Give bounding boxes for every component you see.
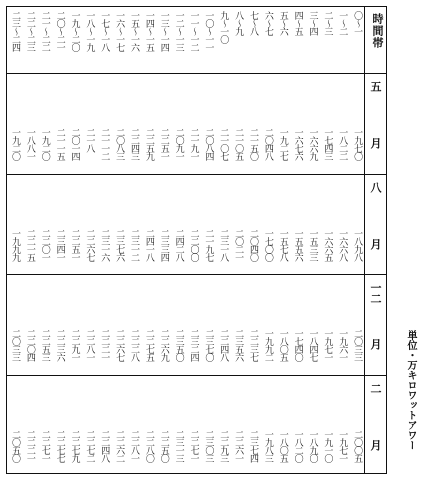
value-cell: 一九七一 xyxy=(337,429,348,462)
value-cell: 一六七六 xyxy=(292,128,303,161)
value-cell: 二〇八四 xyxy=(203,128,214,161)
value-cell: 一九七一 xyxy=(322,329,333,362)
value-cell: 二二〇〇 xyxy=(188,228,199,261)
value-cell: 二二〇四 xyxy=(24,329,35,362)
value-cell: 二三五〇 xyxy=(173,329,184,362)
hour-header: 八〜九 xyxy=(233,11,244,35)
value-cell: 二二三六 xyxy=(54,329,65,362)
hour-header: 一〇〜一一 xyxy=(203,11,214,51)
value-cell: 二二三七 xyxy=(247,329,258,362)
hour-header: 一四〜一五 xyxy=(143,11,154,51)
value-cell: 一七四三 xyxy=(322,128,333,161)
month-number: 五 xyxy=(369,81,382,92)
value-cell: 二一九七 xyxy=(203,228,214,261)
hour-header: 一二〜一三 xyxy=(173,11,184,51)
hour-header: 三〜四 xyxy=(307,11,318,35)
value-cell: 二三七四 xyxy=(247,429,258,462)
value-cell: 一八〇五 xyxy=(277,429,288,462)
value-cell: 一七四〇 xyxy=(292,329,303,362)
value-cell: 二二七五 xyxy=(143,329,154,362)
hour-header: 二〜三 xyxy=(322,11,333,35)
value-cell: 一九二〇 xyxy=(9,128,20,161)
time-band-label: 時間帯 xyxy=(371,13,384,49)
value-cell: 二二二一 xyxy=(24,429,35,462)
value-cell: 一五七八 xyxy=(277,228,288,261)
value-cell: 二二六九 xyxy=(158,329,169,362)
value-cell: 二三四一 xyxy=(54,228,65,261)
value-cell: 二二八〇 xyxy=(143,429,154,462)
value-cell: 一九九二 xyxy=(262,329,273,362)
value-cell: 二四二八 xyxy=(173,228,184,261)
month-unit: 月 xyxy=(370,338,382,352)
column-divider xyxy=(364,7,365,473)
value-cell: 二三二四 xyxy=(188,329,199,362)
value-cell: 二二六一 xyxy=(233,429,244,462)
month-unit: 月 xyxy=(370,438,382,452)
value-cell: 一九二〇 xyxy=(39,128,50,161)
value-cell: 一八二〇 xyxy=(292,429,303,462)
value-cell: 二四一八 xyxy=(143,228,154,261)
value-cell: 二二四八 xyxy=(99,429,110,462)
value-cell: 二三一六 xyxy=(99,228,110,261)
value-cell: 二二六二 xyxy=(114,429,125,462)
value-cell: 二二六七 xyxy=(84,228,95,261)
value-cell: 二〇三三 xyxy=(352,329,363,362)
hour-header: 二一〜二二 xyxy=(39,11,50,51)
row-divider xyxy=(7,274,386,275)
value-cell: 二一〇五 xyxy=(233,128,244,161)
value-cell: 一八四七 xyxy=(307,329,318,362)
value-cell: 二〇三三 xyxy=(9,329,20,362)
unit-note: 単位・万キロワットアワー xyxy=(405,330,416,450)
hour-header: 一三〜一四 xyxy=(158,11,169,51)
hour-header: 九〜一〇 xyxy=(218,11,229,43)
value-cell: 一九六一 xyxy=(337,329,348,362)
value-cell: 二三一二 xyxy=(128,228,139,261)
value-cell: 二二二一 xyxy=(99,329,110,362)
hour-header: 一一〜一二 xyxy=(188,11,199,51)
value-cell: 二二五一 xyxy=(69,228,80,261)
value-cell: 一七〇〇 xyxy=(262,228,273,261)
value-cell: 二一一二 xyxy=(99,128,110,161)
value-cell: 二二一五 xyxy=(24,228,35,261)
value-cell: 一八九〇 xyxy=(307,429,318,462)
value-cell: 二二八一 xyxy=(128,429,139,462)
value-cell: 二二五三 xyxy=(39,329,50,362)
value-cell: 一八八一 xyxy=(24,128,35,161)
hour-header: 五〜六 xyxy=(277,11,288,35)
value-cell: 二三〇三 xyxy=(203,429,214,462)
value-cell: 二二五一 xyxy=(158,128,169,161)
row-divider xyxy=(7,73,386,74)
value-cell: 二二〇一 xyxy=(39,228,50,261)
value-cell: 二二七九 xyxy=(69,429,80,462)
value-cell: 二三一三 xyxy=(173,429,184,462)
month-number: 八 xyxy=(369,181,382,193)
hour-header: 一八〜一九 xyxy=(84,11,95,51)
electricity-table xyxy=(6,6,387,474)
value-cell: 二〇九一 xyxy=(173,128,184,161)
hour-header: 二三〜二四 xyxy=(9,11,20,51)
hour-header: 二二〜二三 xyxy=(24,11,35,51)
value-cell: 一六六五 xyxy=(322,228,333,261)
value-cell: 二二四八 xyxy=(218,329,229,362)
value-cell: 一九八三 xyxy=(262,429,273,462)
value-cell: 二二七一 xyxy=(39,429,50,462)
row-divider xyxy=(7,174,386,175)
month-number: 一二 xyxy=(369,282,382,304)
value-cell: 二三三四 xyxy=(158,228,169,261)
value-cell: 二二五九 xyxy=(143,128,154,161)
value-cell: 二〇八三 xyxy=(114,128,125,161)
hour-header: 四〜五 xyxy=(292,11,303,35)
value-cell: 二三七六 xyxy=(114,228,125,261)
hour-header: 六〜七 xyxy=(262,11,273,35)
value-cell: 一八二二 xyxy=(337,128,348,161)
value-cell: 一九七〇 xyxy=(352,128,363,161)
value-cell: 二一〇七 xyxy=(218,128,229,161)
hour-header: 一七〜一八 xyxy=(99,11,110,51)
value-cell: 一六六八 xyxy=(337,228,348,261)
value-cell: 二一八 xyxy=(84,128,95,153)
month-number: 二 xyxy=(369,382,382,394)
value-cell: 一五五六 xyxy=(292,228,303,261)
hour-header: 一六〜一七 xyxy=(114,11,125,51)
value-cell: 二〇四〇 xyxy=(247,228,258,261)
value-cell: 一八〇五 xyxy=(277,329,288,362)
value-cell: 二三七〇 xyxy=(203,329,214,362)
month-unit: 月 xyxy=(370,137,382,151)
value-cell: 二一九一 xyxy=(188,128,199,161)
value-cell: 二三一八 xyxy=(218,228,229,261)
hour-header: 二〇〜二一 xyxy=(54,11,65,51)
value-cell: 一九二七 xyxy=(277,128,288,161)
value-cell: 一五三三 xyxy=(307,228,318,261)
value-cell: 二〇五〇 xyxy=(9,429,20,462)
hour-header: 一〜二 xyxy=(337,11,348,35)
hour-header: 七〜八 xyxy=(247,11,258,35)
value-cell: 二二九三 xyxy=(218,429,229,462)
value-cell: 二〇一四 xyxy=(69,128,80,161)
value-cell: 二二六七 xyxy=(114,329,125,362)
value-cell: 一六六九 xyxy=(307,128,318,161)
value-cell: 二二七一 xyxy=(188,429,199,462)
hour-header: 〇〜一 xyxy=(352,11,363,35)
value-cell: 二二八一 xyxy=(84,329,95,362)
value-cell: 一九九九 xyxy=(9,228,20,261)
value-cell: 二二二八 xyxy=(128,329,139,362)
value-cell: 二〇二一 xyxy=(233,228,244,261)
value-cell: 二二七二 xyxy=(84,429,95,462)
value-cell: 二一五〇 xyxy=(247,128,258,161)
value-cell: 一九一〇 xyxy=(322,429,333,462)
hour-header: 一五〜一六 xyxy=(128,11,139,51)
value-cell: 二〇四八 xyxy=(262,128,273,161)
row-divider xyxy=(7,375,386,376)
value-cell: 二二四三 xyxy=(128,128,139,161)
month-unit: 月 xyxy=(370,237,382,251)
value-cell: 一八九八 xyxy=(352,228,363,261)
value-cell: 二〇〇五 xyxy=(352,429,363,462)
value-cell: 二三五六 xyxy=(233,329,244,362)
value-cell: 二二九一 xyxy=(69,329,80,362)
hour-header: 一九〜二〇 xyxy=(69,11,80,51)
value-cell: 二二七七 xyxy=(54,429,65,462)
value-cell: 二一一五 xyxy=(54,128,65,161)
value-cell: 二二五〇 xyxy=(158,429,169,462)
